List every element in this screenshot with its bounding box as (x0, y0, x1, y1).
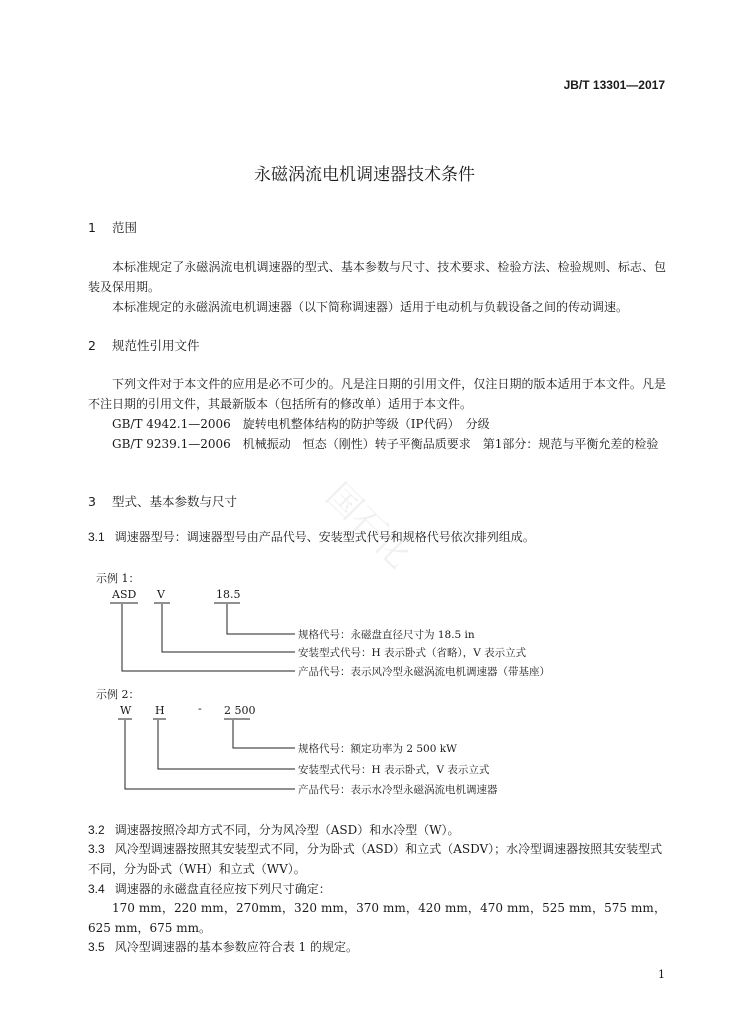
clause-number: 3.3 (88, 842, 105, 856)
example-2-install-description: 安装型式代号：H 表示卧式，V 表示立式 (298, 764, 490, 776)
clause-text: 风冷型调速器按照其安装型式不同，分为卧式（ASD）和立式（ASDV）；水冷型调速器按照其安装型式不同，分为卧式（WH）和立式（WV）。 (88, 842, 663, 876)
reference-item: GB/T 4942.1—2006 旋转电机整体结构的防护等级（IP代码） 分级 (112, 417, 490, 431)
page-number: 1 (658, 968, 665, 981)
section-title: 型式、基本参数与尺寸 (111, 494, 237, 509)
diameter-values: 170 mm，220 mm，270mm，320 mm，370 mm，420 mm，470 mm，525 mm，575 mm，625 mm，675 mm。 (88, 901, 666, 935)
example-1-label: 示例 1： (96, 572, 140, 585)
section-number: 3 (88, 494, 96, 509)
clause-text: 调速器型号：调速器型号由产品代号、安装型式代号和规格代号依次排列组成。 (114, 530, 535, 544)
clause-3-4 (88, 879, 666, 899)
clause-number: 3.5 (88, 940, 105, 954)
example-1-spec-description: 规格代号：永磁盘直径尺寸为 18.5 in (298, 629, 475, 641)
example-1-spec-code: 18.5 (216, 588, 241, 601)
example-2-install-code: H (155, 704, 165, 717)
example-1-install-description: 安装型式代号：H 表示卧式（省略），V 表示立式 (298, 647, 527, 659)
section-1-paragraph-2: 本标准规定的永磁涡流电机调速器（以下简称调速器）适用于电动机与负载设备之间的传动调速。 (112, 300, 629, 314)
section-title: 规范性引用文件 (111, 338, 200, 353)
clause-number: 3.1 (88, 530, 105, 544)
example-2-product-code: W (120, 704, 132, 717)
section-1-paragraph-1: 本标准规定了永磁涡流电机调速器的型式、基本参数与尺寸、技术要求、检验方法、检验规则、标志、包装及保用期。 (88, 260, 666, 294)
clause-3-3 (88, 839, 666, 879)
example-1-product-code: ASD (112, 588, 137, 601)
standard-number: JB/T 13301—2017 (563, 78, 665, 92)
clause-number: 3.2 (88, 823, 105, 837)
example-1-product-description: 产品代号：表示风冷型永磁涡流电机调速器（带基座） (298, 666, 550, 678)
example-2-dash: - (198, 702, 202, 715)
clause-number: 3.4 (88, 882, 105, 896)
clause-3-5 (88, 937, 666, 957)
section-title: 范围 (111, 220, 137, 235)
watermark: 国石化 (318, 475, 419, 577)
section-number: 1 (88, 220, 96, 235)
clause-3-2 (88, 820, 666, 840)
section-number: 2 (88, 338, 96, 353)
example-1-install-code: V (157, 588, 165, 601)
clause-text: 调速器按照冷却方式不同，分为风冷型（ASD）和水冷型（W）。 (114, 823, 460, 837)
example-2-spec-description: 规格代号：额定功率为 2 500 kW (298, 743, 457, 755)
example-2-product-description: 产品代号：表示水冷型永磁涡流电机调速器 (298, 784, 498, 796)
section-2-paragraph-1: 下列文件对于本文件的应用是必不可少的。凡是注日期的引用文件，仅注日期的版本适用于本文件。凡是不注日期的引用文件，其最新版本（包括所有的修改单）适用于本文件。 (88, 377, 666, 411)
reference-item: GB/T 9239.1—2006 机械振动 恒态（刚性）转子平衡品质要求 第1部分：规范与平衡允差的检验 (112, 437, 659, 451)
example-2-spec-code: 2 500 (224, 704, 256, 717)
example-2-label: 示例 2： (96, 688, 140, 701)
clause-text: 调速器的永磁盘直径应按下列尺寸确定： (114, 882, 331, 896)
document-title: 永磁涡流电机调速器技术条件 (254, 165, 475, 185)
clause-text: 风冷型调速器的基本参数应符合表 1 的规定。 (114, 940, 358, 954)
